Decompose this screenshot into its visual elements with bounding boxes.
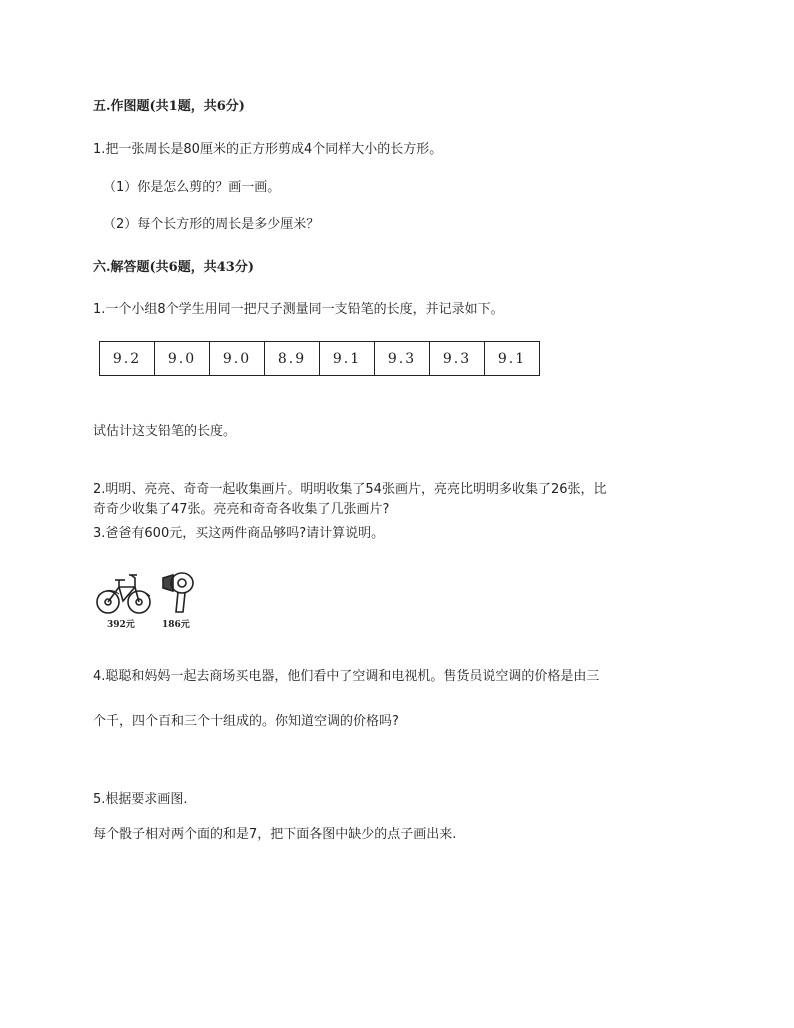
dryer-price: 186元	[162, 620, 190, 630]
section6-q2-line2: 奇奇少收集了47张。亮亮和奇奇各收集了几张画片?	[93, 502, 390, 517]
measurement-cell: 9.2	[100, 342, 155, 376]
section6-q1-ask: 试估计这支铅笔的长度。	[93, 424, 237, 439]
measurement-cell: 9.1	[485, 342, 540, 376]
measurement-cell: 9.3	[430, 342, 485, 376]
section5-heading: 五.作图题(共1题，共6分)	[93, 99, 245, 114]
section6-q1: 1.一个小组8个学生用同一把尺子测量同一支铅笔的长度，并记录如下。	[93, 302, 504, 317]
section5-q1-part1: （1）你是怎么剪的？画一画。	[103, 180, 281, 195]
measurement-cell: 9.3	[375, 342, 430, 376]
measurement-table	[99, 341, 540, 376]
section5-q1-part2: （2）每个长方形的周长是多少厘米？	[103, 217, 320, 232]
section6-heading: 六.解答题(共6题，共43分)	[93, 260, 254, 275]
measurement-cell: 9.1	[320, 342, 375, 376]
section6-q2-line1: 2.明明、亮亮、奇奇一起收集画片。明明收集了54张画片，亮亮比明明多收集了26张，比	[93, 482, 607, 497]
measurement-cell: 8.9	[265, 342, 320, 376]
section6-q5: 5.根据要求画图.	[93, 792, 188, 807]
section6-q4-line1: 4.聪聪和妈妈一起去商场买电器，他们看中了空调和电视机。售货员说空调的价格是由三	[93, 669, 600, 684]
table-row	[100, 342, 540, 376]
bicycle-icon	[95, 566, 155, 616]
bike-price: 392元	[107, 620, 135, 630]
section6-q4-line2: 个千，四个百和三个十组成的。你知道空调的价格吗?	[93, 714, 399, 729]
measurement-cell: 9.0	[210, 342, 265, 376]
measurement-cell: 9.0	[155, 342, 210, 376]
section5-q1: 1.把一张周长是80厘米的正方形剪成4个同样大小的长方形。	[93, 142, 443, 157]
section6-q3: 3.爸爸有600元，买这两件商品够吗?请计算说明。	[93, 526, 385, 541]
section6-q5-desc: 每个骰子相对两个面的和是7，把下面各图中缺少的点子画出来.	[93, 827, 457, 842]
hair-dryer-icon	[161, 568, 197, 618]
